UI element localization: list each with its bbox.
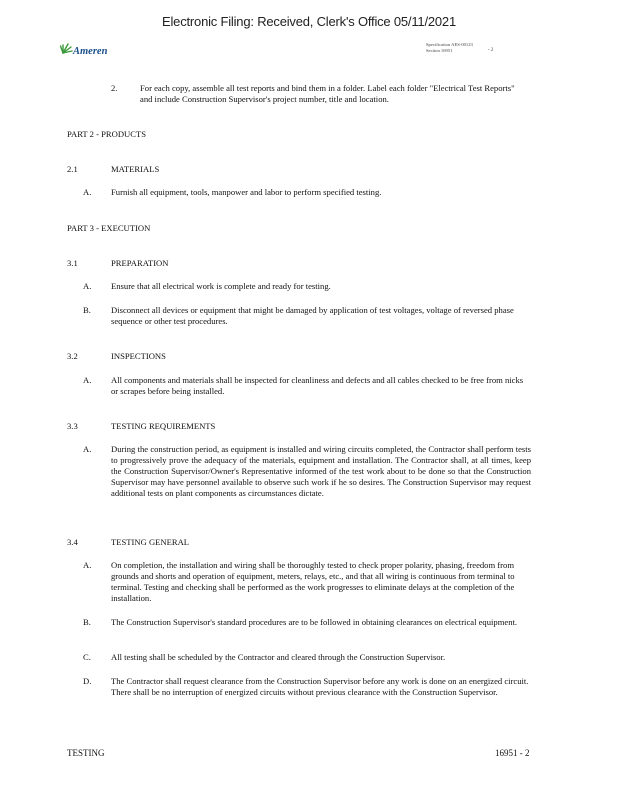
item-letter: D. [83,676,92,686]
intro-text: For each copy, assemble all test reports and bind them in a folder. Label each folder "Electrical Test Reports" and include Construction Supervisor's project number, title and location. [140,83,515,104]
section-number: 3.1 [67,258,78,268]
section-title: TESTING REQUIREMENTS [111,421,216,431]
item-letter: A. [83,281,92,291]
section-number: 3.3 [67,421,78,431]
spec-info [426,42,473,54]
section-number: 3.4 [67,537,78,547]
section-number: 2.1 [67,164,78,174]
item-text: The Construction Supervisor's standard procedures are to be followed in obtaining clearances on electrical equipment. [111,617,518,627]
footer-title: TESTING [67,748,105,758]
item-letter: A. [83,444,92,454]
section-title: INSPECTIONS [111,351,166,361]
item-letter: A. [83,375,92,385]
intro-num: 2. [111,83,118,93]
filing-stamp: Electronic Filing: Received, Clerk's Office 05/11/2021 [162,14,456,29]
item-text: Ensure that all electrical work is complete and ready for testing. [111,281,331,291]
logo-text: Ameren [73,46,108,57]
leaf-icon [60,40,74,56]
item-text: During the construction period, as equipment is installed and wiring circuits completed, the Contractor shall perform tests to progressively prove the adequacy of the materials, equipment and installation. The Contractor shall, at all times, keep the Construction Supervisor/Owner's Representative informed of the test work about to be done so that the Construction Supervisor may have personnel available to observe such work if he so desires. The Construction Supervisor may request additional tests on plant components as circumstances dictate. [111,444,531,498]
item-text: Disconnect all devices or equipment that might be damaged by application of test voltages, voltage of reversed phase sequence or other test procedures. [111,305,514,326]
part3-heading: PART 3 - EXECUTION [67,223,151,233]
section-number: 3.2 [67,351,78,361]
spec-number: Specification AES-00123 [426,42,473,47]
item-letter: B. [83,305,91,315]
item-letter: A. [83,187,92,197]
section-title: MATERIALS [111,164,160,174]
item-text: All testing shall be scheduled by the Contractor and cleared through the Construction Supervisor. [111,652,446,662]
item-text: On completion, the installation and wiring shall be thoroughly tested to check proper polarity, phasing, freedom from grounds and shorts and operation of equipment, meters, relays, etc., and that all wiring is continuous from terminal to terminal. Testing and checking shall be performed as the work progresses to eliminate delays at the completion of the installation. [111,560,515,603]
spec-section: Section 16951 [426,48,453,53]
company-logo [60,40,130,62]
item-text: The Contractor shall request clearance from the Construction Supervisor before any work is done on an energized circuit. There shall be no interruption of energized circuits without previous clearance with the Construction Supervisor. [111,676,529,697]
item-letter: C. [83,652,91,662]
part2-heading: PART 2 - PRODUCTS [67,129,147,139]
spec-page: - 2 [488,48,494,53]
footer-page-number: 16951 - 2 [495,748,530,758]
section-title: TESTING GENERAL [111,537,190,547]
section-title: PREPARATION [111,258,169,268]
item-text: All components and materials shall be inspected for cleanliness and defects and all cables checked to be free from nicks or scrapes before being installed. [111,375,524,396]
item-letter: A. [83,560,92,570]
item-text: Furnish all equipment, tools, manpower and labor to perform specified testing. [111,187,382,197]
item-letter: B. [83,617,91,627]
